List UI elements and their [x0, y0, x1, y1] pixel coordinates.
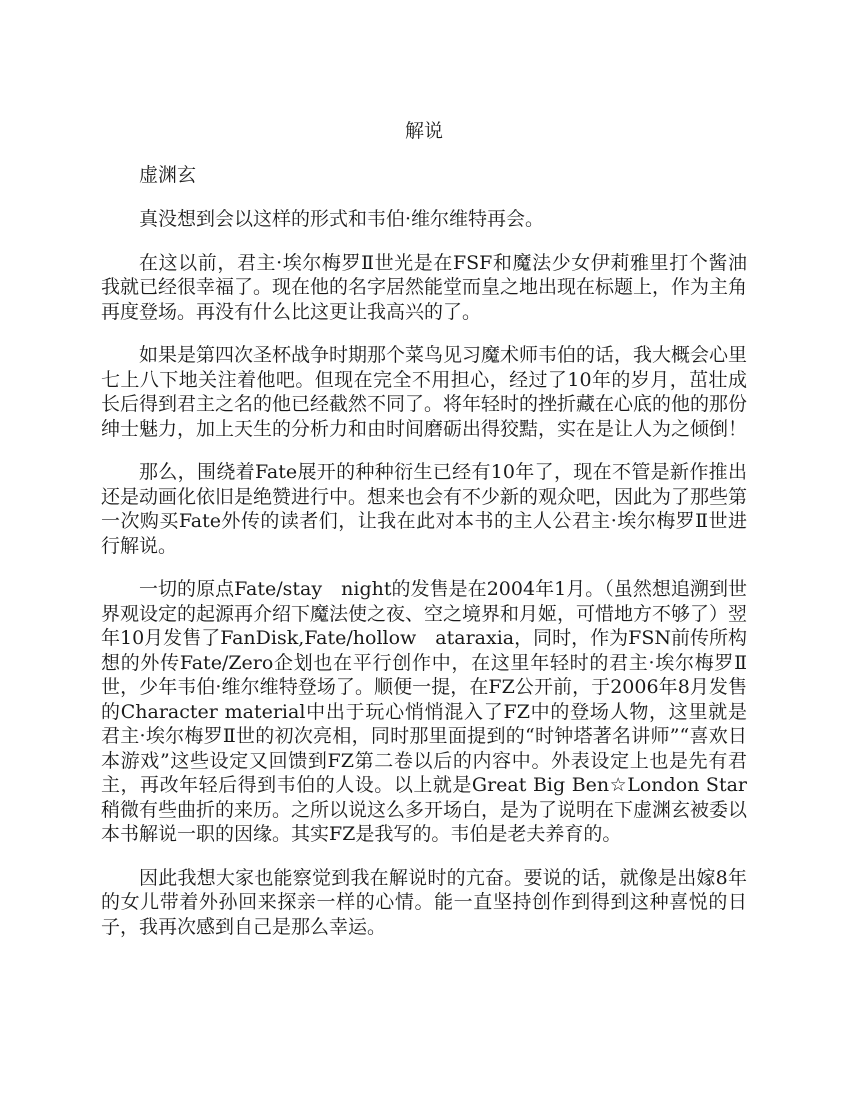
paragraph-3: 如果是第四次圣杯战争时期那个菜鸟见习魔术师韦伯的话，我大概会心里七上八下地关注着他吧。但现在完全不用担心，经过了10年的岁月，茁壮成长后得到君主之名的他已经截然不同了。将年轻时的挫折藏在心底的他的那份绅士魅力，加上天生的分析力和由时间磨砺出得狡黠，实在是让人为之倾倒！ — [101, 344, 748, 440]
paragraph-2: 在这以前，君主·埃尔梅罗Ⅱ世光是在FSF和魔法少女伊莉雅里打个酱油我就已经很幸福了。现在他的名字居然能堂而皇之地出现在标题上，作为主角再度登场。再没有什么比这更让我高兴的了。 — [101, 251, 748, 323]
document-page — [101, 118, 747, 958]
paragraph-5: 一切的原点Fate/stay night的发售是在2004年1月。（虽然想追溯到世界观设定的起源再介绍下魔法使之夜、空之境界和月姬，可惜地方不够了）翌年10月发售了FanDisk,Fate/hollow ataraxia，同时，作为FSN前传所构想的外传Fate/Zero企划也在平行创作中，在这里年轻时的君主·埃尔梅罗Ⅱ世，少年韦伯·维尔维特登场了。顺便一提，在FZ公开前，于2006年8月发售的Character material中出于玩心悄悄混入了FZ中的登场人物，这里就是君主·埃尔梅罗Ⅱ世的初次亮相，同时那里面提到的“时钟塔著名讲师”“喜欢日本游戏”这些设定又回馈到FZ第二卷以后的内容中。外表设定上也是先有君主，再改年轻后得到韦伯的人设。以上就是Great Big Ben☆London Star稍微有些曲折的来历。之所以说这么多开场白，是为了说明在下虚渊玄被委以本书解说一职的因缘。其实FZ是我写的。韦伯是老夫养育的。 — [101, 578, 748, 845]
author-name: 虚渊玄 — [139, 164, 197, 186]
paragraph-1: 真没想到会以这样的形式和韦伯·维尔维特再会。 — [139, 208, 545, 230]
paragraph-4: 那么，围绕着Fate展开的种种衍生已经有10年了，现在不管是新作推出还是动画化依旧是绝赞进行中。想来也会有不少新的观众吧，因此为了那些第一次购买Fate外传的读者们，让我在此对本书的主人公君主·埃尔梅罗Ⅱ世进行解说。 — [101, 461, 748, 557]
paragraph-6: 因此我想大家也能察觉到我在解说时的亢奋。要说的话，就像是出嫁8年的女儿带着外孙回来探亲一样的心情。能一直坚持创作到得到这种喜悦的日子，我再次感到自己是那么幸运。 — [101, 866, 747, 938]
document-title: 解说 — [404, 120, 443, 142]
